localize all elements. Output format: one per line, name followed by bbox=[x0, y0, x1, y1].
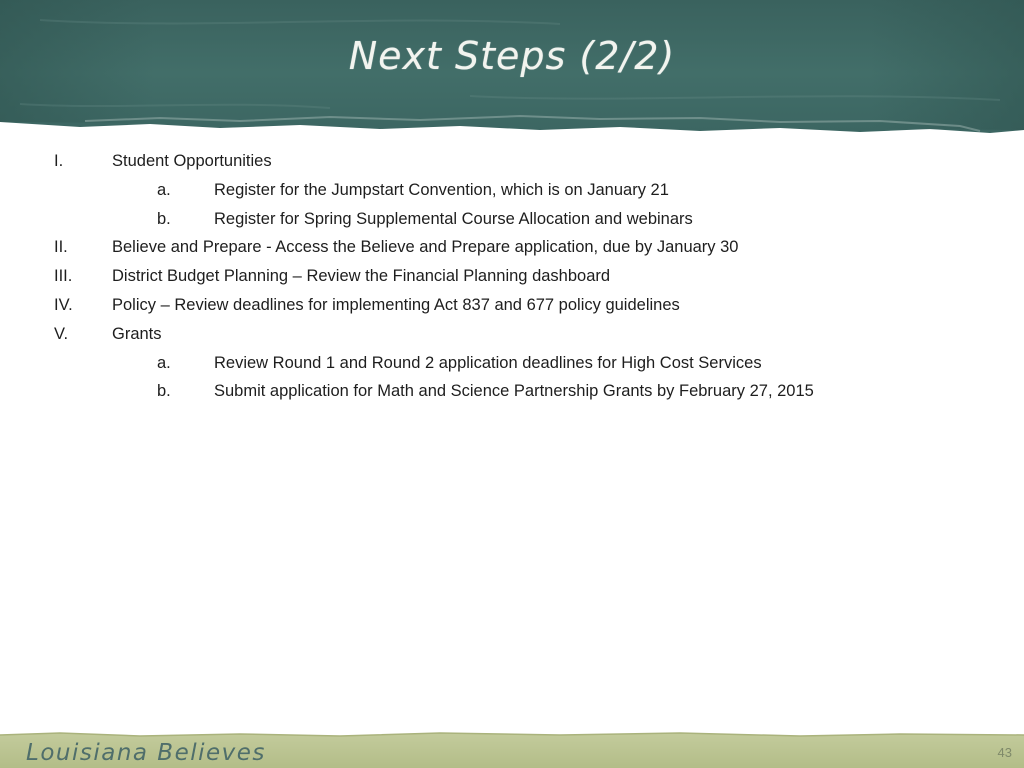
chalkboard-header bbox=[0, 0, 1024, 136]
list-item bbox=[0, 234, 1024, 263]
item-text: Grants bbox=[112, 324, 162, 343]
item-text: District Budget Planning – Review the Financial Planning dashboard bbox=[112, 267, 611, 286]
list-item bbox=[0, 321, 1024, 350]
slide-title: Next Steps (2/2) bbox=[348, 34, 676, 78]
list-item bbox=[0, 206, 1024, 235]
list-item bbox=[0, 263, 1024, 292]
item-text: Policy – Review deadlines for implementing Act 837 and 677 policy guidelines bbox=[112, 295, 680, 314]
item-marker: a. bbox=[157, 353, 171, 372]
item-marker: I. bbox=[54, 152, 64, 170]
item-text: Register for the Jumpstart Convention, which is on January 21 bbox=[214, 180, 669, 199]
list-item bbox=[0, 292, 1024, 321]
item-text: Believe and Prepare - Access the Believe and Prepare application, due by January 30 bbox=[112, 238, 739, 257]
page-number: 43 bbox=[997, 745, 1012, 760]
item-text: Review Round 1 and Round 2 application deadlines for High Cost Services bbox=[214, 353, 762, 372]
item-marker: a. bbox=[157, 180, 171, 199]
item-marker: II. bbox=[54, 238, 68, 257]
outline-list bbox=[0, 148, 1024, 407]
list-item bbox=[0, 148, 1024, 177]
item-text: Student Opportunities bbox=[112, 152, 272, 170]
list-item bbox=[0, 378, 1024, 407]
item-text: Submit application for Math and Science Partnership Grants by February 27, 2015 bbox=[214, 382, 814, 401]
item-marker: V. bbox=[54, 324, 69, 343]
list-item bbox=[0, 177, 1024, 206]
item-marker: b. bbox=[157, 382, 171, 401]
list-item bbox=[0, 350, 1024, 379]
item-text: Register for Spring Supplemental Course Allocation and webinars bbox=[214, 209, 693, 228]
item-marker: b. bbox=[157, 209, 171, 228]
item-marker: III. bbox=[54, 267, 73, 286]
item-marker: IV. bbox=[54, 295, 73, 314]
footer-brand: Louisiana Believes bbox=[26, 740, 266, 766]
